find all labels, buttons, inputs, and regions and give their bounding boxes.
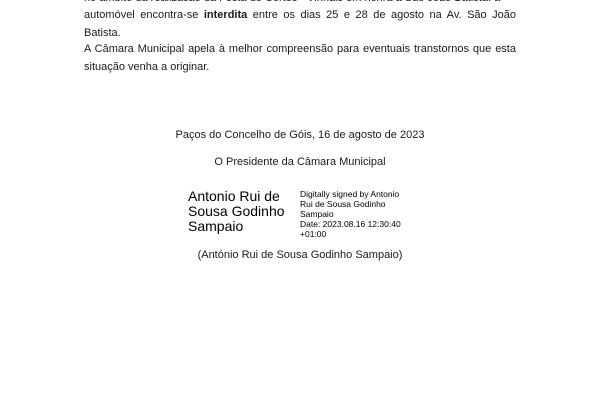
signature-name-line2: Sousa Godinho <box>188 203 285 219</box>
signature-meta-line3: Sampaio <box>300 209 334 219</box>
paragraph-interdiction-after: entre os dias 25 e 28 de agosto na Av. São João Batista. <box>84 9 517 39</box>
president-title: O Presidente da Câmara Municipal <box>214 156 386 168</box>
signer-name-parenthetical: (António Rui de Sousa Godinho Sampaio) <box>197 249 403 261</box>
digital-signature-name <box>188 189 298 234</box>
signature-name-line3: Sampaio <box>188 218 244 234</box>
signature-meta-line1: Digitally signed by Antonio <box>300 189 400 199</box>
paragraph-cut-text <box>84 0 500 1</box>
paragraph-interdiction-bold: interdita <box>203 9 248 21</box>
signature-meta-line2: Rui de Sousa Godinho <box>300 199 386 209</box>
paragraph-interdiction-before: automóvel encontra-se <box>84 9 204 21</box>
signature-meta-line5: +01:00 <box>300 229 327 239</box>
digital-signature-details <box>300 189 420 239</box>
paragraph-cut-top <box>84 0 516 1</box>
paragraph-interdiction <box>84 6 516 42</box>
paragraph-apology: A Câmara Municipal apela à melhor compreensão para eventuais transtornos que esta situação venha a originar. <box>84 43 516 73</box>
place-date: Paços do Concelho de Góis, 16 de agosto de 2023 <box>175 129 425 141</box>
signature-name-line1: Antonio Rui de <box>188 188 280 204</box>
signature-meta-line4: Date: 2023.08.16 12:30:40 <box>300 219 401 229</box>
